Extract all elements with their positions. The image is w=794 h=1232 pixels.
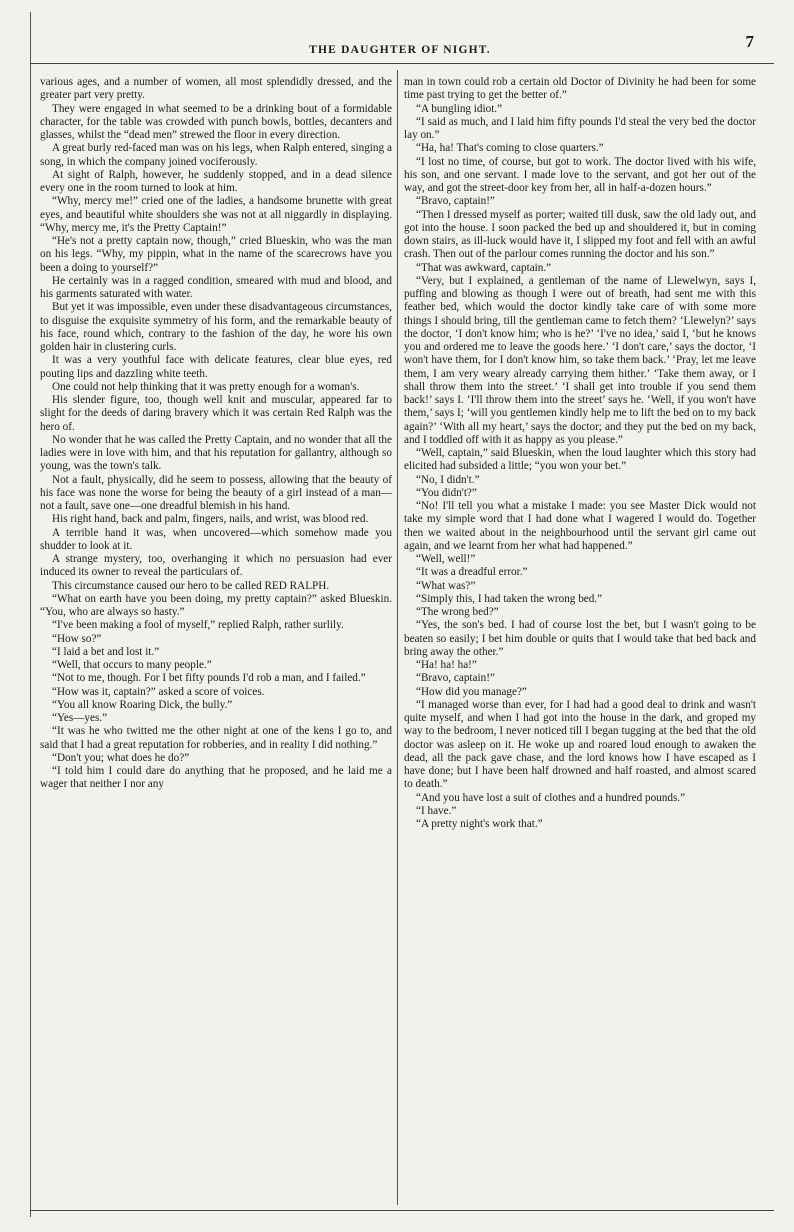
paragraph: “How did you manage?” — [416, 685, 527, 698]
paragraph: “I laid a bet and lost it.” — [52, 645, 160, 658]
paragraph: A great burly red-faced man was on his legs, when Ralph entered, singing a song, in which the company joined vociferously. — [40, 142, 392, 168]
paragraph: “I said as much, and I laid him fifty pounds I'd steal the very bed the doctor lay on.” — [404, 115, 756, 141]
paragraph: “Well, that occurs to many people.” — [52, 659, 212, 671]
paragraph: “How was it, captain?” asked a score of voices. — [52, 685, 265, 698]
paragraph: “Bravo, captain!” — [416, 195, 495, 208]
page-number: 7 — [745, 32, 754, 51]
paragraph: “I told him I could dare do anything that he proposed, and he laid me a wager that neither I nor any — [40, 765, 392, 791]
paragraph: man in town could rob a certain old Doctor of Divinity he had been for some time past trying to get the better of.” — [404, 76, 756, 102]
paragraph: “No! I'll tell you what a mistake I made: you see Master Dick would not take my simple word that I had done what I wagered I would do. Together then we waited about in the neighbourhood until the servant girl came out again, and we learnt from her what had happened.” — [404, 500, 756, 552]
paragraph: One could not help thinking that it was pretty enough for a woman's. — [52, 380, 360, 393]
paragraph: “What was?” — [416, 579, 476, 592]
paragraph: It was a very youthful face with delicate features, clear blue eyes, red pouting lips and dazzling white teeth. — [40, 354, 392, 380]
paragraph: “A bungling idiot.” — [416, 102, 503, 115]
paragraph: This circumstance caused our hero to be called RED RALPH. — [52, 579, 330, 592]
paragraph: “And you have lost a suit of clothes and a hundred pounds.” — [416, 791, 686, 804]
paragraph: “How so?” — [52, 632, 102, 645]
paragraph: His right hand, back and palm, fingers, nails, and wrist, was blood red. — [52, 513, 369, 526]
paragraph: No wonder that he was called the Pretty Captain, and no wonder that all the ladies were in love with him, and that his reputation for gallantry, although so young, was the town's talk. — [40, 433, 392, 473]
column-divider — [397, 70, 398, 1205]
paragraph: “Bravo, captain!” — [416, 672, 495, 685]
paragraph: His slender figure, too, though well knit and muscular, appeared far to slight for the deeds of daring bravery which it was certain Red Ralph was the hero of. — [40, 394, 392, 433]
paragraph: “You all know Roaring Dick, the bully.” — [52, 698, 233, 711]
paragraph: “Ha! ha! ha!” — [416, 659, 477, 671]
left-column — [40, 76, 392, 792]
page-border — [30, 12, 31, 1217]
paragraph: “Then I dressed myself as porter; waited till dusk, saw the old lady out, and got into the house. I soon packed the bed up and shouldered it, but in coming down stairs, as ill-luck would have it, I slipped my foot and fell with an awful crash. Then out of the parlour comes running the doctor and his son.” — [404, 208, 756, 261]
paragraph: “I lost no time, of course, but got to work. The doctor lived with his wife, his son, and one servant. I made love to the servant, and got her out of the way, and got the street-door key from her, all in half-a-dozen hours.” — [404, 155, 756, 194]
paragraph: “The wrong bed?” — [416, 606, 499, 618]
paragraph: “Ha, ha! That's coming to close quarters.” — [416, 142, 604, 155]
paragraph: “Simply this, I had taken the wrong bed.” — [416, 592, 603, 605]
paragraph: various ages, and a number of women, all most splendidly dressed, and the greater part very pretty. — [40, 76, 392, 102]
paragraph: Not a fault, physically, did he seem to possess, allowing that the beauty of his face was none the worse for being the beauty of a girl instead of a man—not a fault, save one—one dreadful blemish in his hand. — [40, 473, 392, 512]
paragraph: “Why, mercy me!” cried one of the ladies, a handsome brunette with great eyes, and beautiful white shoulders she was not at all niggardly in displaying. “Why, mercy me, it's the Pretty Captain!” — [40, 195, 392, 234]
paragraph: “You didn't?” — [416, 486, 477, 499]
right-column — [404, 76, 756, 831]
paragraph: “Not to me, though. For I bet fifty pounds I'd rob a man, and I failed.” — [52, 672, 366, 685]
paragraph: “I have.” — [416, 804, 457, 817]
paragraph: “What on earth have you been doing, my pretty captain?” asked Blueskin. “You, who are always so hasty.” — [40, 592, 392, 618]
paragraph: They were engaged in what seemed to be a drinking bout of a formidable character, for the table was crowded with punch bowls, bottles, decanters and glasses, whilst the “dead men” strewed the floor in every direction. — [40, 102, 392, 141]
paragraph: “Very, but I explained, a gentleman of the name of Llewelwyn, says I, puffing and blowing as though I were out of breath, had sent me with this feather bed, which would the doctor kindly take care of with some more things I should bring, till the gentleman came to fetch them? ‘Llewelyn?’ says the doctor, ‘I don't know him; who is he?’ ‘I've no idea,’ said I, ‘but he knows you and ordered me to leave the goods here.’ ‘I don't care,’ says the doctor, ‘I won't have them, for I don't know him, so take them back.’ ‘Pray, let me leave them, I am very weary already carrying them hither.’ ‘Take them away, or I shall throw them into the street.’ ‘I shall get into trouble if you send them back!’ says I. ‘I'll throw them into the street’ says he. ‘Well, if you won't have them,’ says I; ‘will you gentlemen kindly help me to lift the bed on to my back again?’ ‘With all my heart,’ says the doctor; and they put the bed on my back, and I toddled off with it as happy as you please.” — [404, 274, 756, 446]
paragraph: “No, I didn't.” — [416, 473, 480, 486]
paragraph: At sight of Ralph, however, he suddenly stopped, and in a dead silence every one in the room turned to look at him. — [40, 168, 392, 194]
footer-rule — [30, 1210, 774, 1211]
paragraph: “Well, well!” — [416, 553, 476, 565]
paragraph: “He's not a pretty captain now, though,” cried Blueskin, who was the man on his legs. “Why, my pippin, what in the name of the scarecrows have you been a doing to yourself?” — [40, 235, 392, 274]
paragraph: “Yes, the son's bed. I had of course lost the bet, but I wasn't going to be beaten so easily; I bet him double or quits that I would take that bed back and bring away the other.” — [404, 619, 756, 658]
paragraph: “A pretty night's work that.” — [416, 818, 543, 830]
paragraph: A strange mystery, too, overhanging it which no persuasion had ever induced its owner to reveal the particulars of. — [40, 553, 392, 579]
paragraph: “I've been making a fool of myself,” replied Ralph, rather surlily. — [52, 619, 344, 632]
paragraph: “Don't you; what does he do?” — [52, 751, 190, 764]
running-title: THE DAUGHTER OF NIGHT. — [309, 44, 491, 56]
paragraph: But yet it was impossible, even under these disadvantageous circumstances, to disguise the exquisite symmetry of his form, and the remarkable beauty of his face, round which, contrary to the fashion of the day, he wore his own golden hair in clustering curls. — [40, 301, 392, 353]
paragraph: He certainly was in a ragged condition, smeared with mud and blood, and his garments saturated with water. — [40, 274, 392, 300]
paragraph: “I managed worse than ever, for I had had a good deal to drink and wasn't quite myself, and when I had got into the house in the dark, and groped my way to the bedroom, I never noticed till I began tugging at the bed that the old doctor was asleep on it. He woke up and roared loud enough to awaken the dead, all the pack gave chase, and the lord knows how I have escaped as I have done; but I have been half drowned and half roasted, and almost scared to death.” — [404, 698, 756, 791]
paragraph: “It was a dreadful error.” — [416, 566, 528, 579]
paragraph: “Yes—yes.” — [52, 712, 108, 724]
paragraph: “It was he who twitted me the other night at one of the kens I go to, and said that I had a great reputation for robberies, and in reality I did nothing.” — [40, 725, 392, 751]
header-rule — [30, 63, 774, 64]
paragraph: “Well, captain,” said Blueskin, when the loud laughter which this story had elicited had subsided a little; “you won your bet.” — [404, 447, 756, 473]
paragraph: “That was awkward, captain.” — [416, 261, 552, 274]
paragraph: A terrible hand it was, when uncovered—which somehow made you shudder to look at it. — [40, 526, 392, 552]
